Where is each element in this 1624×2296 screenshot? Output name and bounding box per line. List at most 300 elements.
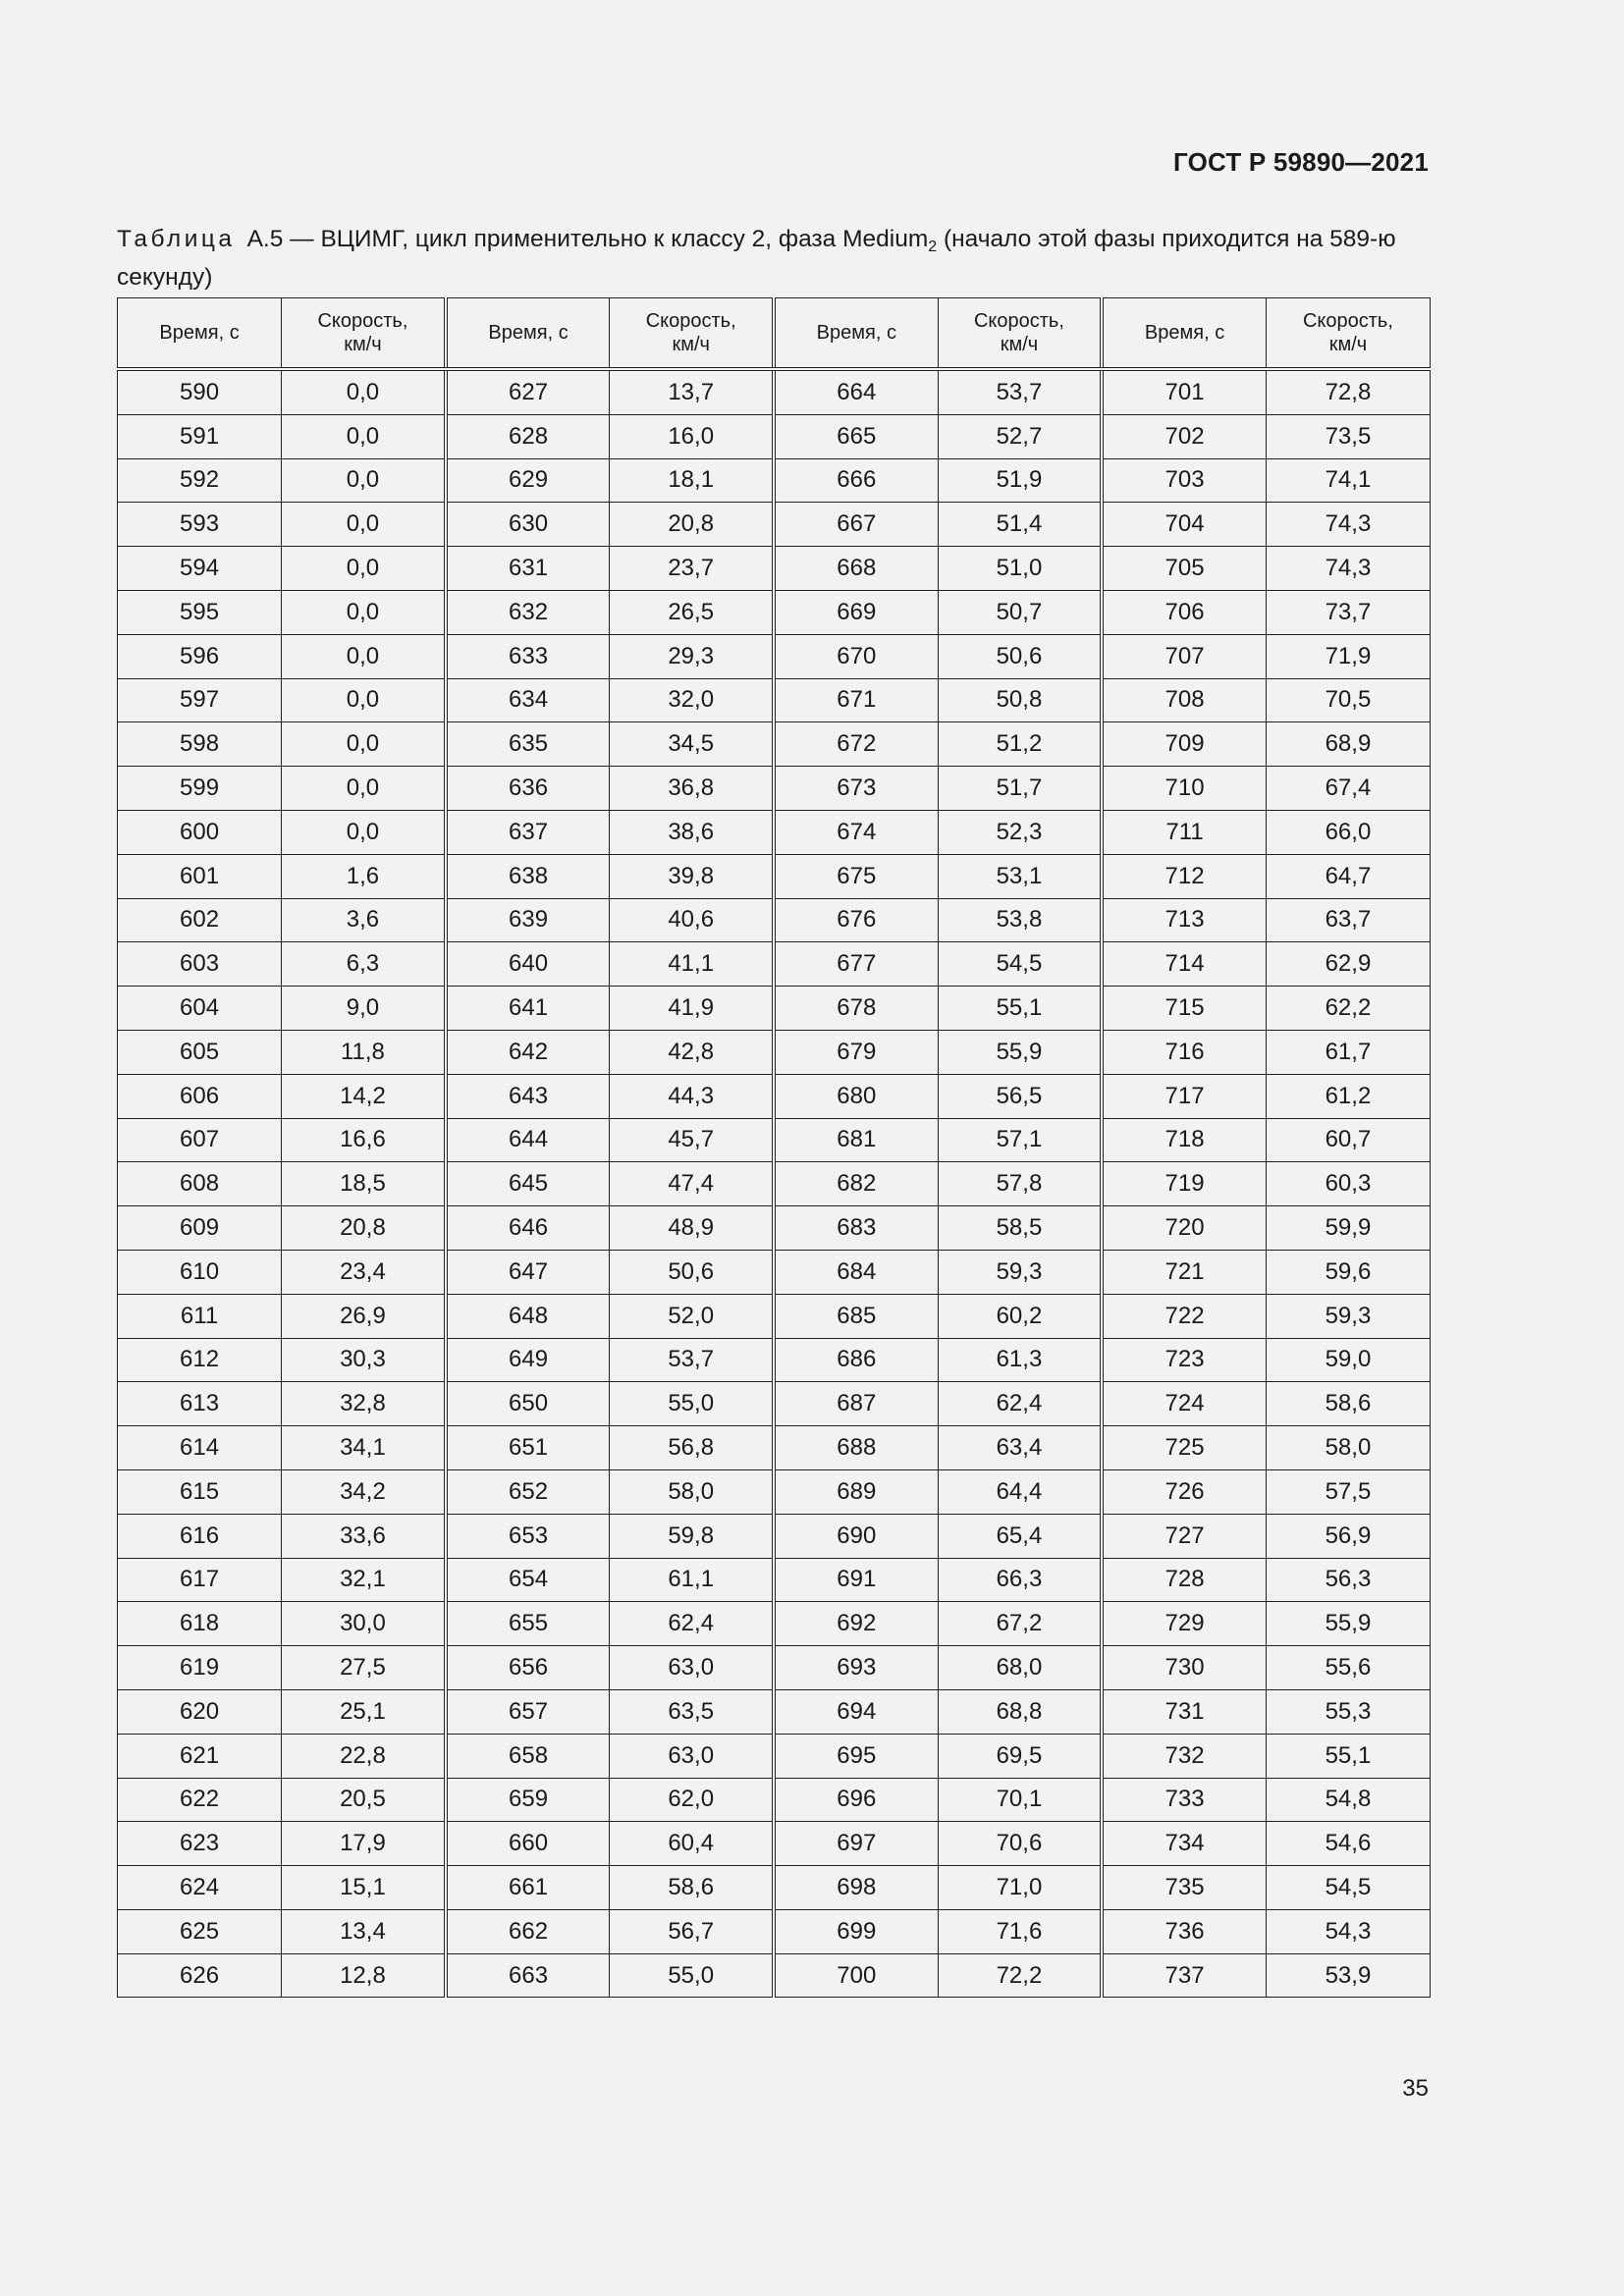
time-cell: 628 [446,414,610,458]
time-cell: 623 [118,1822,282,1866]
time-cell: 671 [774,678,938,722]
speed-cell: 34,5 [610,722,774,767]
speed-cell: 50,8 [938,678,1102,722]
time-cell: 605 [118,1030,282,1074]
table-row [118,1294,1431,1338]
speed-cell: 60,4 [610,1822,774,1866]
speed-cell: 55,0 [610,1382,774,1426]
speed-cell: 13,7 [610,369,774,414]
table-row [118,1118,1431,1162]
time-cell: 731 [1102,1689,1266,1734]
time-cell: 622 [118,1778,282,1822]
speed-cell: 67,2 [938,1602,1102,1646]
speed-cell: 51,4 [938,503,1102,547]
time-cell: 642 [446,1030,610,1074]
time-cell: 604 [118,987,282,1031]
time-cell: 648 [446,1294,610,1338]
speed-cell: 55,1 [1266,1734,1430,1778]
speed-cell: 26,9 [282,1294,446,1338]
time-cell: 703 [1102,458,1266,503]
time-cell: 722 [1102,1294,1266,1338]
speed-cell: 0,0 [282,678,446,722]
speed-cell: 74,3 [1266,547,1430,591]
time-cell: 729 [1102,1602,1266,1646]
speed-cell: 20,5 [282,1778,446,1822]
time-cell: 626 [118,1953,282,1998]
speed-cell: 52,3 [938,810,1102,854]
table-row [118,1646,1431,1690]
time-cell: 627 [446,369,610,414]
time-cell: 691 [774,1558,938,1602]
caption-text: А.5 — ВЦИМГ, цикл применительно к классу 2, фаза Medium [246,226,929,252]
time-cell: 629 [446,458,610,503]
data-table [117,297,1431,1998]
time-cell: 707 [1102,634,1266,678]
speed-cell: 71,0 [938,1866,1102,1910]
time-cell: 631 [446,547,610,591]
speed-cell: 54,5 [1266,1866,1430,1910]
time-cell: 603 [118,942,282,987]
speed-cell: 73,5 [1266,414,1430,458]
speed-cell: 54,6 [1266,1822,1430,1866]
speed-cell: 62,2 [1266,987,1430,1031]
time-cell: 711 [1102,810,1266,854]
speed-cell: 16,0 [610,414,774,458]
time-cell: 641 [446,987,610,1031]
table-row [118,854,1431,898]
time-cell: 717 [1102,1074,1266,1118]
time-cell: 726 [1102,1469,1266,1514]
speed-cell: 61,3 [938,1338,1102,1382]
speed-cell: 70,5 [1266,678,1430,722]
time-cell: 730 [1102,1646,1266,1690]
time-cell: 632 [446,590,610,634]
speed-cell: 17,9 [282,1822,446,1866]
time-cell: 650 [446,1382,610,1426]
speed-cell: 58,0 [610,1469,774,1514]
time-cell: 693 [774,1646,938,1690]
speed-cell: 55,3 [1266,1689,1430,1734]
time-cell: 637 [446,810,610,854]
time-cell: 634 [446,678,610,722]
time-cell: 678 [774,987,938,1031]
table-row [118,1250,1431,1294]
time-cell: 619 [118,1646,282,1690]
time-cell: 639 [446,898,610,942]
time-cell: 647 [446,1250,610,1294]
table-row [118,1689,1431,1734]
time-cell: 624 [118,1866,282,1910]
speed-cell: 48,9 [610,1206,774,1251]
time-cell: 625 [118,1909,282,1953]
time-cell: 688 [774,1426,938,1470]
time-cell: 686 [774,1338,938,1382]
time-cell: 664 [774,369,938,414]
speed-cell: 25,1 [282,1689,446,1734]
time-cell: 649 [446,1338,610,1382]
time-cell: 643 [446,1074,610,1118]
time-cell: 615 [118,1469,282,1514]
speed-cell: 56,7 [610,1909,774,1953]
speed-cell: 50,6 [610,1250,774,1294]
speed-cell: 55,6 [1266,1646,1430,1690]
table-row [118,458,1431,503]
time-cell: 654 [446,1558,610,1602]
speed-cell: 41,9 [610,987,774,1031]
speed-cell: 58,6 [1266,1382,1430,1426]
time-cell: 672 [774,722,938,767]
table-row [118,547,1431,591]
time-cell: 646 [446,1206,610,1251]
table-row [118,810,1431,854]
speed-cell: 55,1 [938,987,1102,1031]
time-cell: 594 [118,547,282,591]
speed-cell: 26,5 [610,590,774,634]
time-cell: 684 [774,1250,938,1294]
table-row [118,1909,1431,1953]
speed-cell: 52,7 [938,414,1102,458]
speed-cell: 0,0 [282,414,446,458]
speed-cell: 56,9 [1266,1514,1430,1558]
table-row [118,1469,1431,1514]
time-cell: 655 [446,1602,610,1646]
speed-cell: 57,8 [938,1162,1102,1206]
time-cell: 617 [118,1558,282,1602]
speed-cell: 63,7 [1266,898,1430,942]
time-cell: 681 [774,1118,938,1162]
table-row [118,1030,1431,1074]
time-cell: 667 [774,503,938,547]
time-cell: 700 [774,1953,938,1998]
time-cell: 633 [446,634,610,678]
time-cell: 621 [118,1734,282,1778]
caption-label: Таблица [117,226,236,252]
speed-cell: 63,5 [610,1689,774,1734]
time-cell: 673 [774,767,938,811]
speed-cell: 39,8 [610,854,774,898]
speed-cell: 55,0 [610,1953,774,1998]
speed-cell: 0,0 [282,767,446,811]
speed-cell: 68,0 [938,1646,1102,1690]
table-caption [117,224,1430,293]
table-row [118,503,1431,547]
column-header: Время, с [1102,298,1266,370]
speed-cell: 3,6 [282,898,446,942]
table-row [118,1734,1431,1778]
time-cell: 636 [446,767,610,811]
speed-cell: 6,3 [282,942,446,987]
time-cell: 635 [446,722,610,767]
speed-cell: 0,0 [282,590,446,634]
speed-cell: 62,4 [938,1382,1102,1426]
speed-cell: 32,0 [610,678,774,722]
speed-cell: 72,8 [1266,369,1430,414]
speed-cell: 0,0 [282,722,446,767]
time-cell: 611 [118,1294,282,1338]
table-body [118,369,1431,1998]
speed-cell: 53,8 [938,898,1102,942]
speed-cell: 56,8 [610,1426,774,1470]
time-cell: 591 [118,414,282,458]
column-header: Скорость, км/ч [610,298,774,370]
time-cell: 735 [1102,1866,1266,1910]
time-cell: 670 [774,634,938,678]
speed-cell: 53,1 [938,854,1102,898]
speed-cell: 14,2 [282,1074,446,1118]
speed-cell: 64,4 [938,1469,1102,1514]
time-cell: 695 [774,1734,938,1778]
time-cell: 616 [118,1514,282,1558]
table-row [118,1426,1431,1470]
table-row [118,987,1431,1031]
speed-cell: 59,3 [1266,1294,1430,1338]
time-cell: 680 [774,1074,938,1118]
speed-cell: 59,8 [610,1514,774,1558]
speed-cell: 42,8 [610,1030,774,1074]
column-header: Скорость, км/ч [938,298,1102,370]
speed-cell: 61,1 [610,1558,774,1602]
time-cell: 612 [118,1338,282,1382]
time-cell: 665 [774,414,938,458]
speed-cell: 58,6 [610,1866,774,1910]
speed-cell: 15,1 [282,1866,446,1910]
speed-cell: 33,6 [282,1514,446,1558]
speed-cell: 20,8 [282,1206,446,1251]
speed-cell: 55,9 [938,1030,1102,1074]
time-cell: 725 [1102,1426,1266,1470]
speed-cell: 71,9 [1266,634,1430,678]
time-cell: 708 [1102,678,1266,722]
speed-cell: 51,2 [938,722,1102,767]
time-cell: 720 [1102,1206,1266,1251]
speed-cell: 72,2 [938,1953,1102,1998]
time-cell: 652 [446,1469,610,1514]
speed-cell: 0,0 [282,810,446,854]
time-cell: 698 [774,1866,938,1910]
table-row [118,678,1431,722]
speed-cell: 38,6 [610,810,774,854]
time-cell: 658 [446,1734,610,1778]
speed-cell: 62,0 [610,1778,774,1822]
time-cell: 728 [1102,1558,1266,1602]
document-code: ГОСТ Р 59890—2021 [1173,147,1429,177]
speed-cell: 0,0 [282,547,446,591]
time-cell: 661 [446,1866,610,1910]
speed-cell: 23,4 [282,1250,446,1294]
time-cell: 734 [1102,1822,1266,1866]
column-header: Скорость, км/ч [1266,298,1430,370]
time-cell: 715 [1102,987,1266,1031]
time-cell: 713 [1102,898,1266,942]
speed-cell: 51,7 [938,767,1102,811]
speed-cell: 63,0 [610,1734,774,1778]
time-cell: 675 [774,854,938,898]
speed-cell: 58,5 [938,1206,1102,1251]
time-cell: 659 [446,1778,610,1822]
speed-cell: 54,8 [1266,1778,1430,1822]
speed-cell: 59,9 [1266,1206,1430,1251]
table-row [118,767,1431,811]
speed-cell: 52,0 [610,1294,774,1338]
speed-cell: 59,3 [938,1250,1102,1294]
speed-cell: 60,3 [1266,1162,1430,1206]
time-cell: 706 [1102,590,1266,634]
time-cell: 602 [118,898,282,942]
speed-cell: 50,6 [938,634,1102,678]
table-row [118,722,1431,767]
time-cell: 607 [118,1118,282,1162]
time-cell: 593 [118,503,282,547]
time-cell: 653 [446,1514,610,1558]
speed-cell: 53,7 [610,1338,774,1382]
speed-cell: 56,3 [1266,1558,1430,1602]
time-cell: 682 [774,1162,938,1206]
time-cell: 600 [118,810,282,854]
time-cell: 677 [774,942,938,987]
time-cell: 614 [118,1426,282,1470]
column-header: Время, с [446,298,610,370]
page-number: 35 [1402,2075,1429,2102]
time-cell: 716 [1102,1030,1266,1074]
table-row [118,634,1431,678]
speed-cell: 13,4 [282,1909,446,1953]
speed-cell: 34,2 [282,1469,446,1514]
time-cell: 666 [774,458,938,503]
speed-cell: 74,3 [1266,503,1430,547]
speed-cell: 73,7 [1266,590,1430,634]
time-cell: 608 [118,1162,282,1206]
time-cell: 701 [1102,369,1266,414]
table-row [118,942,1431,987]
speed-cell: 30,3 [282,1338,446,1382]
speed-cell: 22,8 [282,1734,446,1778]
speed-cell: 0,0 [282,503,446,547]
time-cell: 727 [1102,1514,1266,1558]
time-cell: 689 [774,1469,938,1514]
speed-cell: 53,9 [1266,1953,1430,1998]
speed-cell: 68,8 [938,1689,1102,1734]
speed-cell: 57,1 [938,1118,1102,1162]
time-cell: 613 [118,1382,282,1426]
speed-cell: 50,7 [938,590,1102,634]
speed-cell: 32,8 [282,1382,446,1426]
table-row [118,1953,1431,1998]
time-cell: 657 [446,1689,610,1734]
time-cell: 630 [446,503,610,547]
time-cell: 685 [774,1294,938,1338]
speed-cell: 69,5 [938,1734,1102,1778]
time-cell: 592 [118,458,282,503]
speed-cell: 68,9 [1266,722,1430,767]
speed-cell: 32,1 [282,1558,446,1602]
time-cell: 732 [1102,1734,1266,1778]
speed-cell: 44,3 [610,1074,774,1118]
time-cell: 712 [1102,854,1266,898]
speed-cell: 63,4 [938,1426,1102,1470]
speed-cell: 61,7 [1266,1030,1430,1074]
speed-cell: 51,0 [938,547,1102,591]
time-cell: 705 [1102,547,1266,591]
speed-cell: 74,1 [1266,458,1430,503]
column-header: Время, с [118,298,282,370]
speed-cell: 54,5 [938,942,1102,987]
speed-cell: 58,0 [1266,1426,1430,1470]
speed-cell: 0,0 [282,458,446,503]
speed-cell: 1,6 [282,854,446,898]
time-cell: 679 [774,1030,938,1074]
time-cell: 687 [774,1382,938,1426]
time-cell: 599 [118,767,282,811]
speed-cell: 64,7 [1266,854,1430,898]
time-cell: 609 [118,1206,282,1251]
speed-cell: 27,5 [282,1646,446,1690]
table-row [118,1338,1431,1382]
table-row [118,898,1431,942]
speed-cell: 71,6 [938,1909,1102,1953]
time-cell: 620 [118,1689,282,1734]
time-cell: 709 [1102,722,1266,767]
time-cell: 694 [774,1689,938,1734]
speed-cell: 11,8 [282,1030,446,1074]
speed-cell: 54,3 [1266,1909,1430,1953]
time-cell: 736 [1102,1909,1266,1953]
time-cell: 714 [1102,942,1266,987]
speed-cell: 45,7 [610,1118,774,1162]
speed-cell: 36,8 [610,767,774,811]
speed-cell: 30,0 [282,1602,446,1646]
time-cell: 683 [774,1206,938,1251]
table-row [118,1558,1431,1602]
time-cell: 618 [118,1602,282,1646]
time-cell: 737 [1102,1953,1266,1998]
speed-cell: 59,6 [1266,1250,1430,1294]
time-cell: 640 [446,942,610,987]
time-cell: 723 [1102,1338,1266,1382]
speed-cell: 29,3 [610,634,774,678]
time-cell: 644 [446,1118,610,1162]
time-cell: 733 [1102,1778,1266,1822]
table-row [118,1866,1431,1910]
time-cell: 702 [1102,414,1266,458]
table-row [118,1822,1431,1866]
speed-cell: 57,5 [1266,1469,1430,1514]
time-cell: 638 [446,854,610,898]
table-row [118,1382,1431,1426]
speed-cell: 66,0 [1266,810,1430,854]
time-cell: 724 [1102,1382,1266,1426]
time-cell: 692 [774,1602,938,1646]
speed-cell: 34,1 [282,1426,446,1470]
time-cell: 718 [1102,1118,1266,1162]
time-cell: 669 [774,590,938,634]
speed-cell: 66,3 [938,1558,1102,1602]
table-row [118,1514,1431,1558]
caption-tail: (начало этой фазы приходится на 589-ю секунду) [117,226,1396,291]
speed-cell: 0,0 [282,634,446,678]
time-cell: 645 [446,1162,610,1206]
speed-cell: 9,0 [282,987,446,1031]
speed-cell: 65,4 [938,1514,1102,1558]
speed-cell: 67,4 [1266,767,1430,811]
speed-cell: 70,1 [938,1778,1102,1822]
speed-cell: 23,7 [610,547,774,591]
speed-cell: 55,9 [1266,1602,1430,1646]
time-cell: 590 [118,369,282,414]
time-cell: 719 [1102,1162,1266,1206]
time-cell: 663 [446,1953,610,1998]
column-header: Скорость, км/ч [282,298,446,370]
table-row [118,414,1431,458]
